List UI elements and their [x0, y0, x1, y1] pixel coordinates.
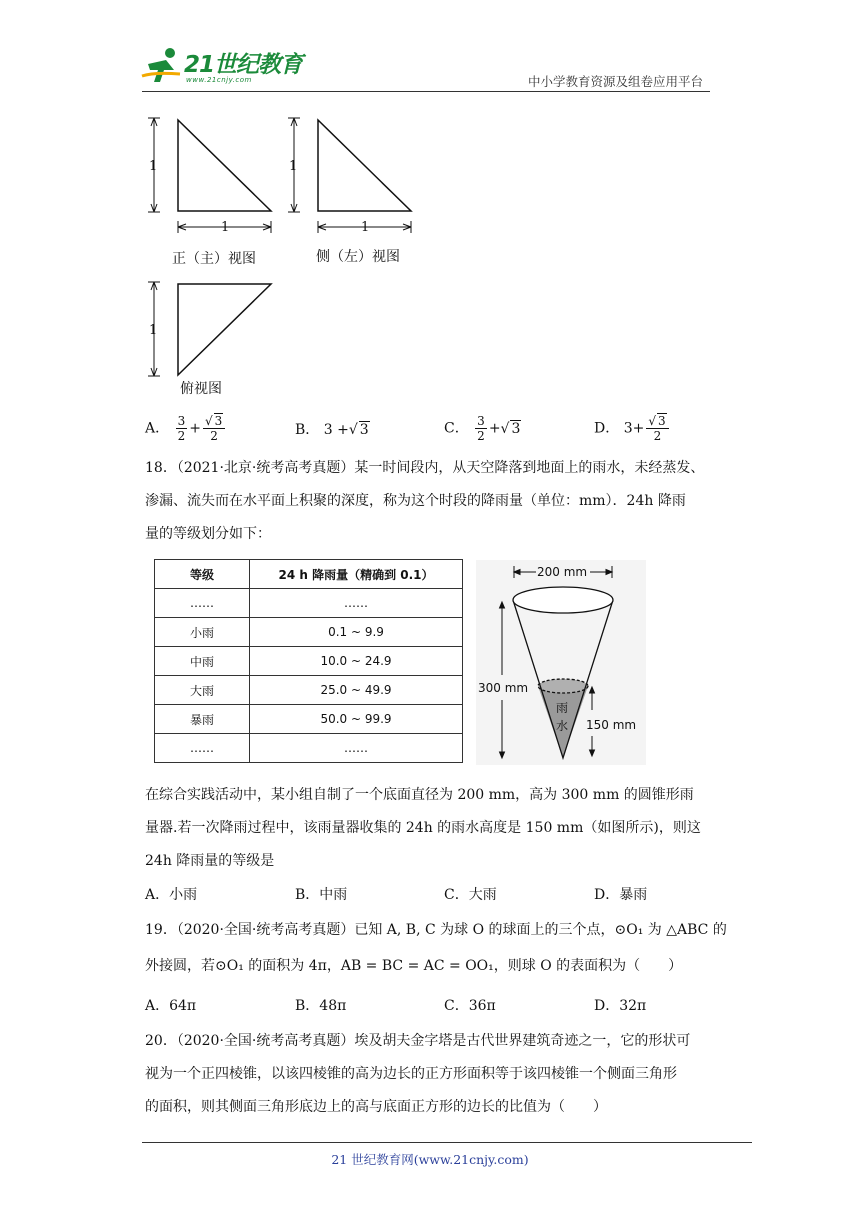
- cone-rain-gauge-figure: [476, 560, 646, 765]
- table-cell: ……: [155, 589, 250, 618]
- q18-line-2: 渗漏、流失而在水平面上积聚的深度，称为这个时段的降雨量（单位：mm）．24h 降雨: [145, 493, 686, 509]
- table-cell: ……: [250, 734, 463, 763]
- front-view-caption: 正（主）视图: [172, 251, 256, 267]
- side-height-label: 1: [289, 159, 298, 174]
- q17-option-c[interactable]: C． $\frac{3}{2}$ +√ 3: [444, 414, 521, 443]
- table-cell: 25.0 ~ 49.9: [250, 676, 463, 705]
- table-cell: 50.0 ~ 99.9: [250, 705, 463, 734]
- q19-option-c[interactable]: C．36π: [444, 998, 496, 1014]
- rainfall-grade-table: [154, 559, 463, 763]
- q17-option-a[interactable]: A． $\frac{3}{2}$ + √ $\frac{3}{2}$: [145, 414, 227, 443]
- table-cell: 10.0 ~ 24.9: [250, 647, 463, 676]
- top-height-label: 1: [149, 323, 158, 338]
- q19-option-d[interactable]: D．32π: [594, 998, 647, 1014]
- side-view-caption: 侧（左）视图: [316, 249, 400, 265]
- q18-option-a[interactable]: A．小雨: [145, 887, 198, 903]
- cone-height-label: 300 mm: [478, 681, 529, 695]
- q17-option-b[interactable]: B． 3 +√ 3: [295, 419, 370, 439]
- q19-line-1: 19．（2020·全国·统考高考真题）已知 A, B, C 为球 O 的球面上的三个点，⊙O₁ 为 △ABC 的: [145, 922, 727, 938]
- header-platform-text: 中小学教育资源及组卷应用平台: [528, 74, 704, 89]
- front-height-label: 1: [149, 159, 158, 174]
- q19-option-b[interactable]: B．48π: [295, 998, 347, 1014]
- water-label-1: 雨: [556, 701, 569, 715]
- water-height-label: 150 mm: [586, 718, 637, 732]
- table-header-row: [155, 560, 463, 589]
- header-divider: [142, 91, 710, 92]
- q20-line-2: 视为一个正四棱锥，以该四棱锥的高为边长的正方形面积等于该四棱锥一个侧面三角形: [145, 1066, 677, 1082]
- table-cell: 小雨: [155, 618, 250, 647]
- q17-option-d[interactable]: D． 3+ √ $\frac{3}{2}$: [594, 414, 671, 443]
- table-cell: 大雨: [155, 676, 250, 705]
- q18-option-c[interactable]: C．大雨: [444, 887, 497, 903]
- logo-text: 21世纪教育: [184, 52, 303, 78]
- table-cell: 0.1 ~ 9.9: [250, 618, 463, 647]
- table-header-cell: 等级: [155, 560, 250, 589]
- fraction: √ $\frac{3}{2}$: [203, 414, 225, 443]
- q20-line-3: 的面积，则其侧面三角形底边上的高与底面正方形的边长的比值为（ ）: [145, 1099, 607, 1115]
- footer-link[interactable]: 21 世纪教育网(www.21cnjy.com): [331, 1152, 529, 1167]
- table-row: [155, 705, 463, 734]
- logo-url: www.21cnjy.com: [186, 76, 252, 84]
- q18-line-3: 量的等级划分如下：: [145, 526, 271, 542]
- q20-line-1: 20．（2020·全国·统考高考真题）埃及胡夫金字塔是古代世界建筑奇迹之一，它的形状可: [145, 1033, 691, 1049]
- table-row: [155, 589, 463, 618]
- table-row: [155, 618, 463, 647]
- q19-option-a[interactable]: A．64π: [145, 998, 197, 1014]
- q18-line-5: 量器.若一次降雨过程中，该雨量器收集的 24h 的雨水高度是 150 mm（如图所示)，则这: [145, 820, 701, 836]
- table-header-cell: 24 h 降雨量（精确到 0.1）: [250, 560, 463, 589]
- table-row: [155, 647, 463, 676]
- table-cell: 暴雨: [155, 705, 250, 734]
- fraction: √ $\frac{3}{2}$: [646, 414, 668, 443]
- table-cell: ……: [250, 589, 463, 618]
- top-view-caption: 俯视图: [180, 381, 222, 397]
- side-width-label: 1: [361, 220, 370, 235]
- table-row: [155, 734, 463, 763]
- footer-divider: [142, 1142, 752, 1143]
- water-label-2: 水: [556, 719, 569, 733]
- front-width-label: 1: [221, 220, 230, 235]
- q18-line-1: 18．（2021·北京·统考高考真题）某一时间段内，从天空降落到地面上的雨水，未经蒸发、: [145, 460, 705, 476]
- site-logo[interactable]: [140, 44, 310, 90]
- fraction: $\frac{3}{2}$: [477, 414, 485, 443]
- q19-line-2: 外接圆，若⊙O₁ 的面积为 4π，AB = BC = AC = OO₁，则球 O 的表面积为（ ）: [145, 958, 683, 974]
- q18-line-4: 在综合实践活动中，某小组自制了一个底面直径为 200 mm，高为 300 mm 的圆锥形雨: [145, 787, 694, 803]
- fraction: $\frac{3}{2}$: [177, 414, 186, 443]
- table-cell: ……: [155, 734, 250, 763]
- table-cell: 中雨: [155, 647, 250, 676]
- cone-diameter-label: 200 mm: [537, 565, 588, 579]
- table-row: [155, 676, 463, 705]
- q18-option-b[interactable]: B．中雨: [295, 887, 348, 903]
- runner-logo-icon: [140, 46, 184, 86]
- q18-option-d[interactable]: D．暴雨: [594, 887, 648, 903]
- q18-line-6: 24h 降雨量的等级是: [145, 853, 275, 869]
